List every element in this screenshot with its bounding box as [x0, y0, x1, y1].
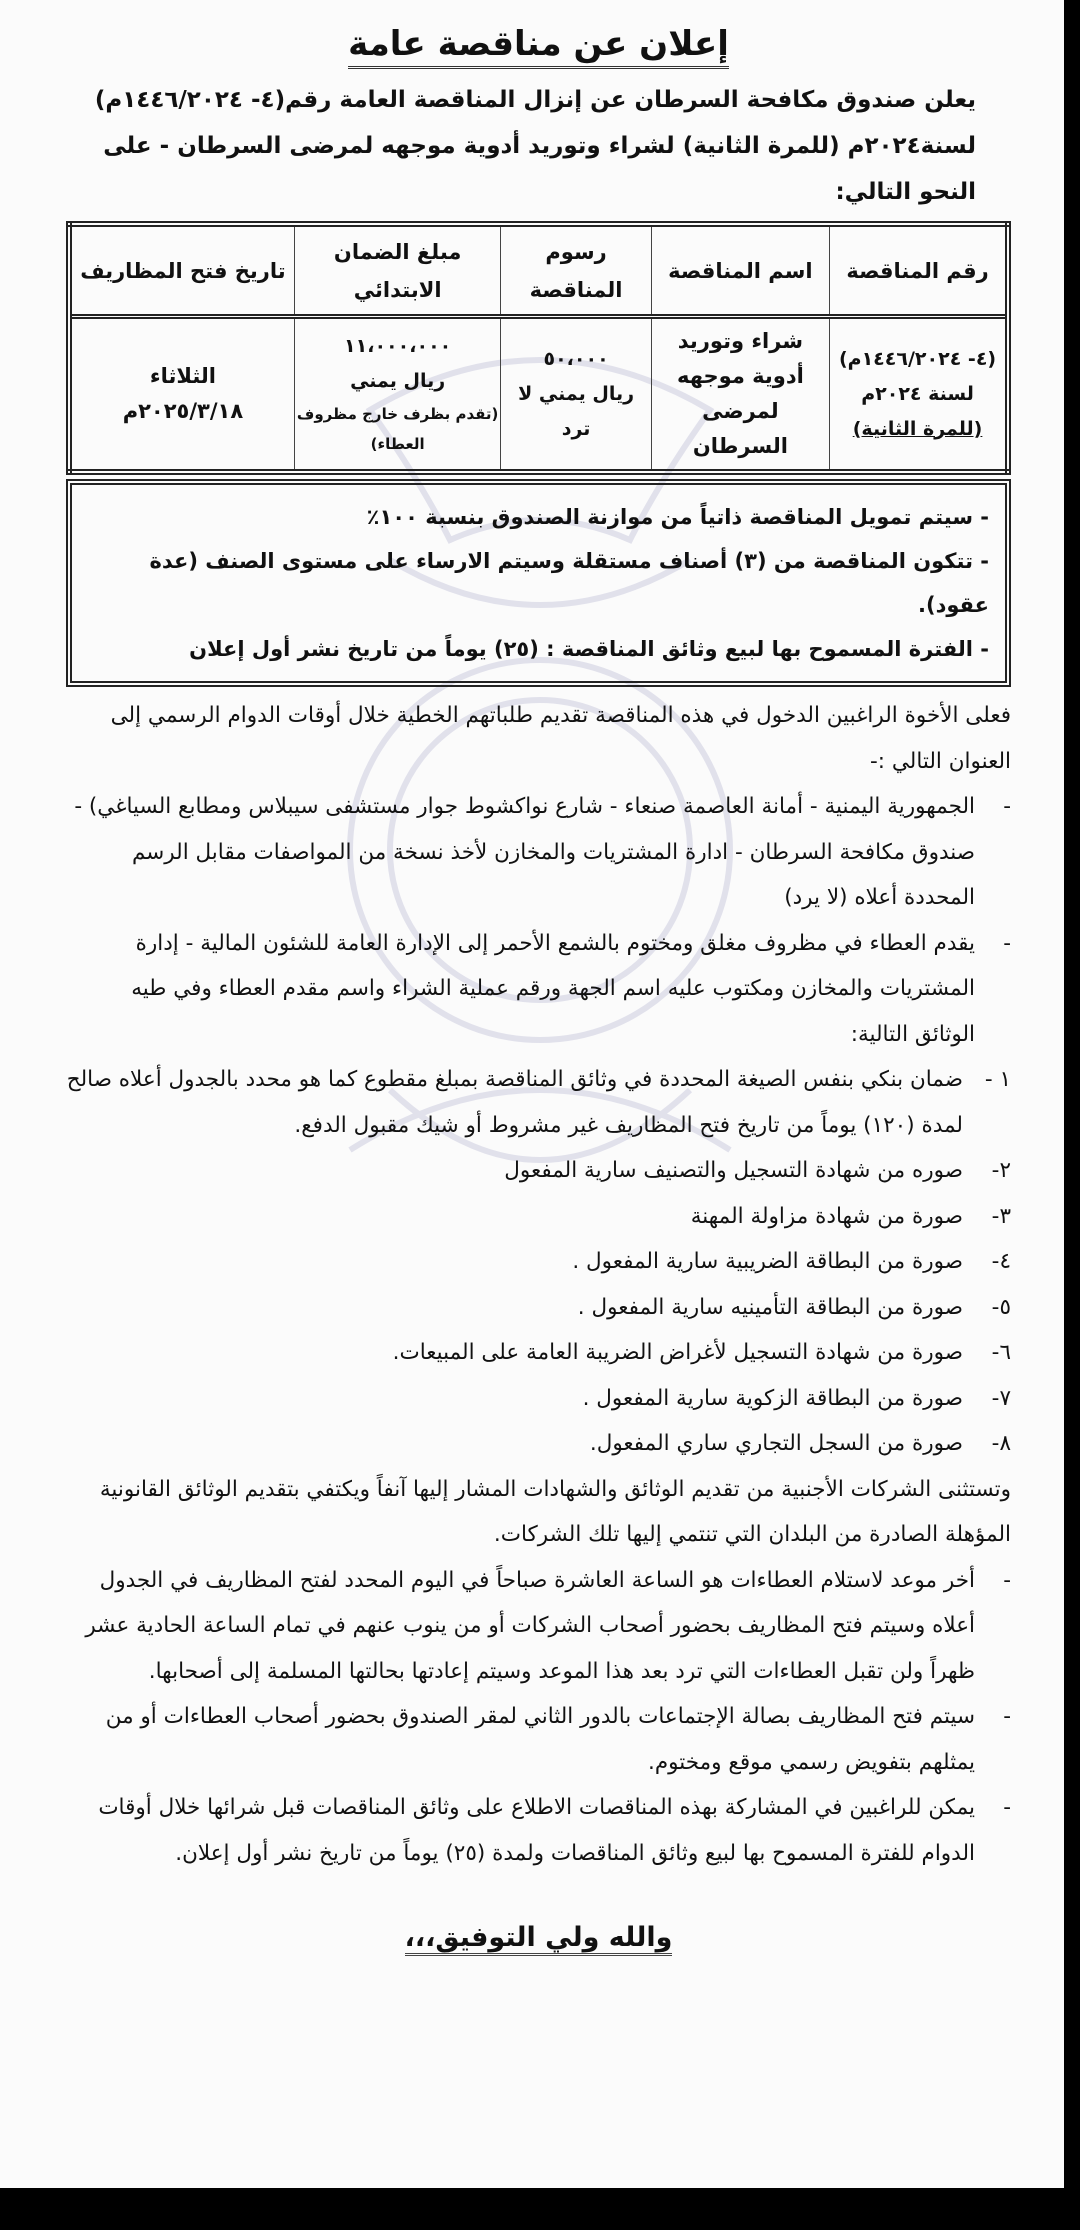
note-item: - تتكون المناقصة من (٣) أصناف مستقلة وسيتم الارساء على مستوى الصنف (عدة عقود). — [88, 539, 989, 627]
table-header-row — [69, 224, 1008, 317]
tender-table — [66, 221, 1011, 475]
review-item: - يمكن للراغبين في المشاركة بهذه المناقصات الاطلاع على وثائق المناقصات قبل شرائها خلال أوقات الدوام للفترة المسموح بها لبيع وثائق المناقصات ولمدة (٢٥) يوماً من تاريخ نشر أول إعلان. — [98, 1795, 1011, 1866]
second-time-label: (للمرة الثانية) — [852, 417, 983, 440]
instructions-paragraph: فعلى الأخوة الراغبين الدخول في هذه المناقصة تقديم طلباتهم الخطية خلال أوقات الدوام الرسمي إلى العنوان التالي :- — [110, 703, 1011, 774]
list-item: ٦- صورة من شهادة التسجيل لأغراض الضريبة العامة على المبيعات. — [392, 1340, 1011, 1365]
closing-line: والله ولي التوفيق،،، — [66, 1922, 1011, 1956]
announcement-title: إعلان عن مناقصة عامة — [66, 24, 1011, 69]
cell-opening-date: الثلاثاء ٢٠٢٥/٣/١٨م — [69, 317, 294, 473]
note-item: - الفترة المسموح بها لبيع وثائق المناقصة : (٢٥) يوماً من تاريخ نشر أول إعلان — [88, 627, 989, 671]
header-tender-number: رقم المناقصة — [830, 224, 1008, 317]
list-item: ٤- صورة من البطاقة الضريبية سارية المفعول . — [572, 1249, 1011, 1274]
header-opening-date: تاريخ فتح المظاريف — [69, 224, 294, 317]
announcement-body — [66, 693, 1011, 1876]
deadline-item: - أخر موعد لاستلام العطاءات هو الساعة العاشرة صباحاً في اليوم المحدد لفتح المظاريف في الجدول أعلاه وسيتم فتح المظاريف بحضور أصحاب الشركات أو من ينوب عنهم في تمام الساعة الحادية عشر ظهراً ولن تقبل العطاءات التي ترد بعد هذا الموعد وسيتم إعادتها بحالتها المسلمة إلى أصحابها. — [85, 1567, 1011, 1684]
list-item: ١ - ضمان بنكي بنفس الصيغة المحددة في وثائق المناقصة بمبلغ مقطوع كما هو محدد بالجدول أعلاه صالح لمدة (١٢٠) يوماً من تاريخ فتح المظاريف غير مشروط أو شيك مقبول الدفع. — [66, 1067, 1011, 1138]
address-item: - الجمهورية اليمنية - أمانة العاصمة صنعاء - شارع نواكشوط جوار مستشفى سيبلاس ومطابع السياغي) - صندوق مكافحة السرطان - ادارة المشتريات والمخازن لأخذ نسخة من المواصفات مقابل الرسم المحددة أعلاه (لا يرد) — [74, 794, 1011, 910]
list-item: ٧- صورة من البطاقة الزكوية سارية المفعول . — [582, 1385, 1011, 1411]
intro-line-2: لسنة٢٠٢٤م (للمرة الثانية) لشراء وتوريد أدوية موجهه لمرضى السرطان - على النحو التالي: — [103, 133, 976, 205]
cell-tender-fee: ٥٠،٠٠٠ ريال يمني لا ترد — [501, 317, 651, 473]
header-tender-name: اسم المناقصة — [651, 224, 829, 317]
notes-box — [66, 479, 1011, 687]
note-item: - سيتم تمويل المناقصة ذاتياً من موازنة الصندوق بنسبة ١٠٠٪ — [88, 495, 989, 539]
cell-tender-number: (٤- ١٤٤٦/٢٠٢٤م) لسنة ٢٠٢٤م (للمرة الثانية) — [830, 317, 1008, 473]
intro-line-1: يعلن صندوق مكافحة السرطان عن إنزال المناقصة العامة رقم(٤- ١٤٤٦/٢٠٢٤م) — [94, 87, 976, 113]
header-guarantee-amount: مبلغ الضمان الابتدائي — [294, 224, 501, 317]
header-tender-fee: رسوم المناقصة — [501, 224, 651, 317]
intro-paragraph — [66, 77, 1011, 215]
announcement — [66, 0, 1011, 1956]
foreign-companies-paragraph: وتستثنى الشركات الأجنبية من تقديم الوثائق والشهادات المشار إليها آنفاً ويكتفي بتقديم الوثائق القانونية المؤهلة الصادرة من البلدان التي تنتمي إليها تلك الشركات. — [99, 1476, 1011, 1547]
cell-tender-name: شراء وتوريد أدوية موجهه لمرضى السرطان — [651, 317, 829, 473]
list-item: ٥- صورة من البطاقة التأمينيه سارية المفعول . — [577, 1294, 1011, 1320]
table-row — [69, 317, 1008, 473]
submission-item: - يقدم العطاء في مظروف مغلق ومختوم بالشمع الأحمر إلى الإدارة العامة للشئون المالية - إدارة المشتريات والمخازن ومكتوب عليه اسم الجهة ورقم عملية الشراء واسم مقدم العطاء وفي طيه الوثائق التالية: — [131, 930, 1011, 1047]
list-item: ٨- صورة من السجل التجاري ساري المفعول. — [589, 1431, 1011, 1456]
list-item: ٢- صوره من شهادة التسجيل والتصنيف سارية المفعول — [504, 1158, 1011, 1183]
opening-place-item: - سيتم فتح المظاريف بصالة الإجتماعات بالدور الثاني لمقر الصندوق بحضور أصحاب العطاءات أو من يمثلهم بتفويض رسمي موقع ومختوم. — [105, 1704, 1011, 1775]
required-documents-list — [66, 1057, 1011, 1467]
list-item: ٣- صورة من شهادة مزاولة المهنة — [690, 1203, 1011, 1229]
cell-guarantee-amount: ١١،٠٠٠،٠٠٠ ريال يمني (تقدم بظرف خارج مظروف العطاء) — [294, 317, 501, 473]
